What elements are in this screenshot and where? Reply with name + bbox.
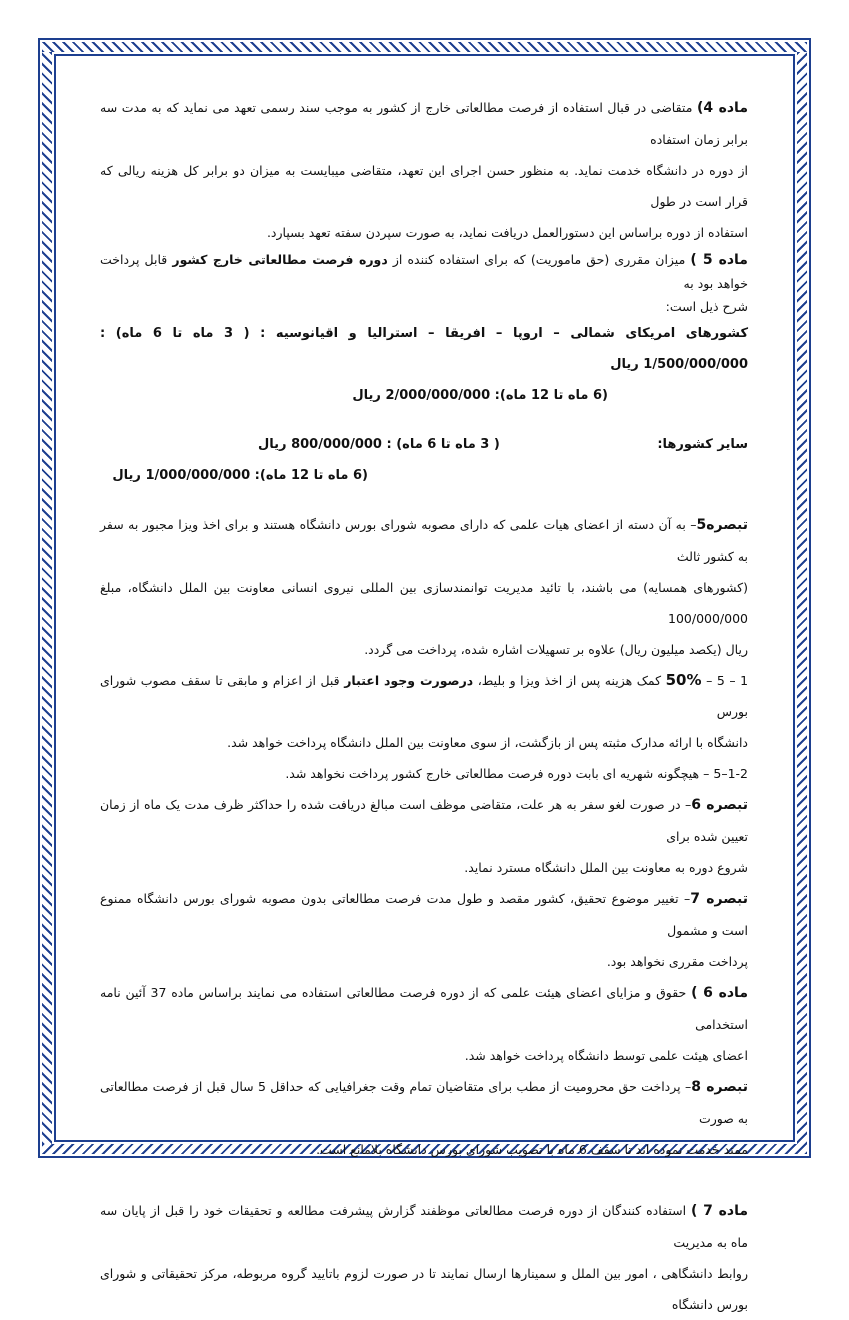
article-6-text: حقوق و مزایای اعضای هیئت علمی که از دوره فرصت مطالعاتی استفاده می نمایند براساس ماده 37 آئین نامه استخدامی bbox=[100, 985, 748, 1032]
item-1-5-num: 1 – 5 – bbox=[706, 673, 749, 688]
item-1-2-5-num: 1-2–5 – bbox=[703, 766, 748, 781]
article-7-label: ماده 7 ) bbox=[690, 1203, 749, 1219]
item-1-5-line-1 bbox=[100, 665, 748, 727]
note-5-label: تبصره5 bbox=[696, 517, 748, 533]
article-6 bbox=[100, 977, 748, 1071]
note-7-line-1 bbox=[100, 883, 748, 946]
article-6-label: ماده 6 ) bbox=[691, 985, 748, 1001]
article-5-bold: دوره فرصت مطالعاتی خارج کشور bbox=[172, 252, 388, 267]
note-6-label: تبصره 6 bbox=[691, 797, 748, 813]
document-body bbox=[100, 92, 748, 1320]
article-7-line-2: روابط دانشگاهی ، امور بین الملل و سمینارها ارسال نمایند تا در صورت لزوم باتایید گروه مربوطه، مرکز تحقیقاتی و شورای بورس دانشگاه bbox=[100, 1266, 748, 1312]
rates-other-label: سایر کشورها: bbox=[657, 437, 748, 452]
note-8 bbox=[100, 1071, 748, 1165]
rates-other-row bbox=[100, 429, 748, 460]
note-5-line-1 bbox=[100, 509, 748, 572]
rates-other-a: ( 3 ماه تا 6 ماه) : 800/000/000 ریال bbox=[258, 437, 500, 452]
article-5-text-a: میزان مقرری (حق ماموریت) که برای استفاده کننده از bbox=[392, 252, 686, 267]
article-4-line-2: از دوره در دانشگاه خدمت نماید. به منظور حسن اجرای این تعهد، متقاضی میبایست به میزان دو برابر کل هزینه ریالی که قرار است در طول bbox=[100, 163, 748, 209]
article-6-line-2: اعضای هیئت علمی توسط دانشگاه پرداخت خواهد شد. bbox=[464, 1048, 748, 1063]
rates-other-b: (6 ماه تا 12 ماه): 1/000/000/000 ریال bbox=[112, 468, 368, 483]
article-6-line-1 bbox=[100, 977, 748, 1040]
item-1-5 bbox=[100, 665, 748, 758]
note-8-text: – پرداخت حق محرومیت از مطب برای متقاضیان تمام وقت جغرافیایی که حداقل 5 سال قبل از فرصت مطالعاتی به صورت bbox=[100, 1079, 748, 1126]
item-1-2-5 bbox=[100, 758, 748, 789]
rates-block bbox=[100, 318, 748, 491]
note-5 bbox=[100, 509, 748, 665]
note-7-line-2: پرداخت مقرری نخواهد بود. bbox=[606, 954, 748, 969]
note-6-line-1 bbox=[100, 789, 748, 852]
item-1-5-text-a: کمک هزینه پس از اخذ ویزا و بلیط، bbox=[477, 673, 662, 688]
note-6-text: – در صورت لغو سفر به هر علت، متقاضی موظف است مبالغ دریافت شده را حداکثر ظرف مدت یک ماه از زمان تعیین شده برای bbox=[100, 797, 748, 844]
item-1-5-bold: درصورت وجود اعتبار bbox=[344, 673, 474, 688]
item-1-2-5-text: هیچگونه شهریه ای بابت دوره فرصت مطالعاتی خارج کشور پرداخت نخواهد شد. bbox=[285, 766, 700, 781]
article-5-line-2: شرح ذیل است: bbox=[665, 299, 748, 314]
note-6-line-2: شروع دوره به معاونت بین الملل دانشگاه مسترد نماید. bbox=[464, 860, 748, 875]
note-5-text: – به آن دسته از اعضای هیات علمی که دارای مصوبه شورای بورس دانشگاه هستند و برای اخذ ویزا مجبور به سفر به کشور ثالث bbox=[100, 517, 748, 564]
item-1-5-percent: 50% bbox=[665, 671, 702, 689]
article-7 bbox=[100, 1195, 748, 1320]
article-5-label: ماده 5 ) bbox=[690, 252, 748, 268]
rates-group-1-b: (6 ماه تا 12 ماه): 2/000/000/000 ریال bbox=[352, 388, 608, 403]
note-8-label: تبصره 8 bbox=[691, 1079, 748, 1095]
article-4-text: متقاضی در قبال استفاده از فرصت مطالعاتی خارج از کشور به موجب سند رسمی تعهد می نماید که به مدت سه برابر زمان استفاده bbox=[100, 100, 748, 147]
article-4 bbox=[100, 92, 748, 248]
article-4-line-1 bbox=[100, 92, 748, 155]
note-7-label: تبصره 7 bbox=[690, 891, 748, 907]
item-1-5-line-2: دانشگاه با ارائه مدارک مثبته پس از بازگشت، از سوی معاونت بین الملل دانشگاه پرداخت خواهد شد. bbox=[227, 735, 748, 750]
note-5-line-2: (کشورهای همسایه) می باشند، با تائید مدیریت توانمندسازی بین المللی نیروی انسانی معاونت بین الملل دانشگاه، مبلغ 100/000/000 bbox=[100, 580, 748, 626]
note-7-text: – تغییر موضوع تحقیق، کشور مقصد و طول مدت فرصت مطالعاتی بدون مصوبه شورای بورس دانشگاه ممنوع است و مشمول bbox=[100, 891, 748, 938]
note-7 bbox=[100, 883, 748, 977]
note-8-line-2: ممتد خدمت نموده اند تا سقف 6 ماه با تصویب شورای بورس دانشگاه بلامانع است. bbox=[316, 1142, 748, 1157]
article-5 bbox=[100, 248, 748, 318]
note-6 bbox=[100, 789, 748, 883]
item-1-5-text-b: قبل از اعزام و مابقی تا سقف مصوب شورای بورس bbox=[100, 673, 748, 719]
note-5-line-3: ریال (یکصد میلیون ریال) علاوه بر تسهیلات اشاره شده، پرداخت می گردد. bbox=[364, 642, 748, 657]
rates-group-1: کشورهای امریکای شمالی – اروپا – افریقا – استرالیا و اقیانوسیه : ( 3 ماه تا 6 ماه) : 1/500/000/000 ریال bbox=[100, 326, 748, 372]
article-7-line-1 bbox=[100, 1195, 748, 1258]
article-4-line-3: استفاده از دوره براساس این دستورالعمل دریافت نماید، به صورت سپردن سفته تعهد بسپارد. bbox=[266, 225, 748, 240]
article-4-label: ماده 4) bbox=[696, 100, 748, 116]
article-7-text: استفاده کنندگان از دوره فرصت مطالعاتی موظفند گزارش پیشرفت مطالعه و تحقیقات خود را قبل از پایان سه ماه به مدیریت bbox=[100, 1203, 748, 1250]
article-5-text-b: قابل پرداخت خواهد بود به bbox=[100, 252, 748, 291]
article-5-line-1 bbox=[100, 248, 748, 296]
note-8-line-1 bbox=[100, 1071, 748, 1134]
item-1-2-5-line bbox=[100, 758, 748, 789]
